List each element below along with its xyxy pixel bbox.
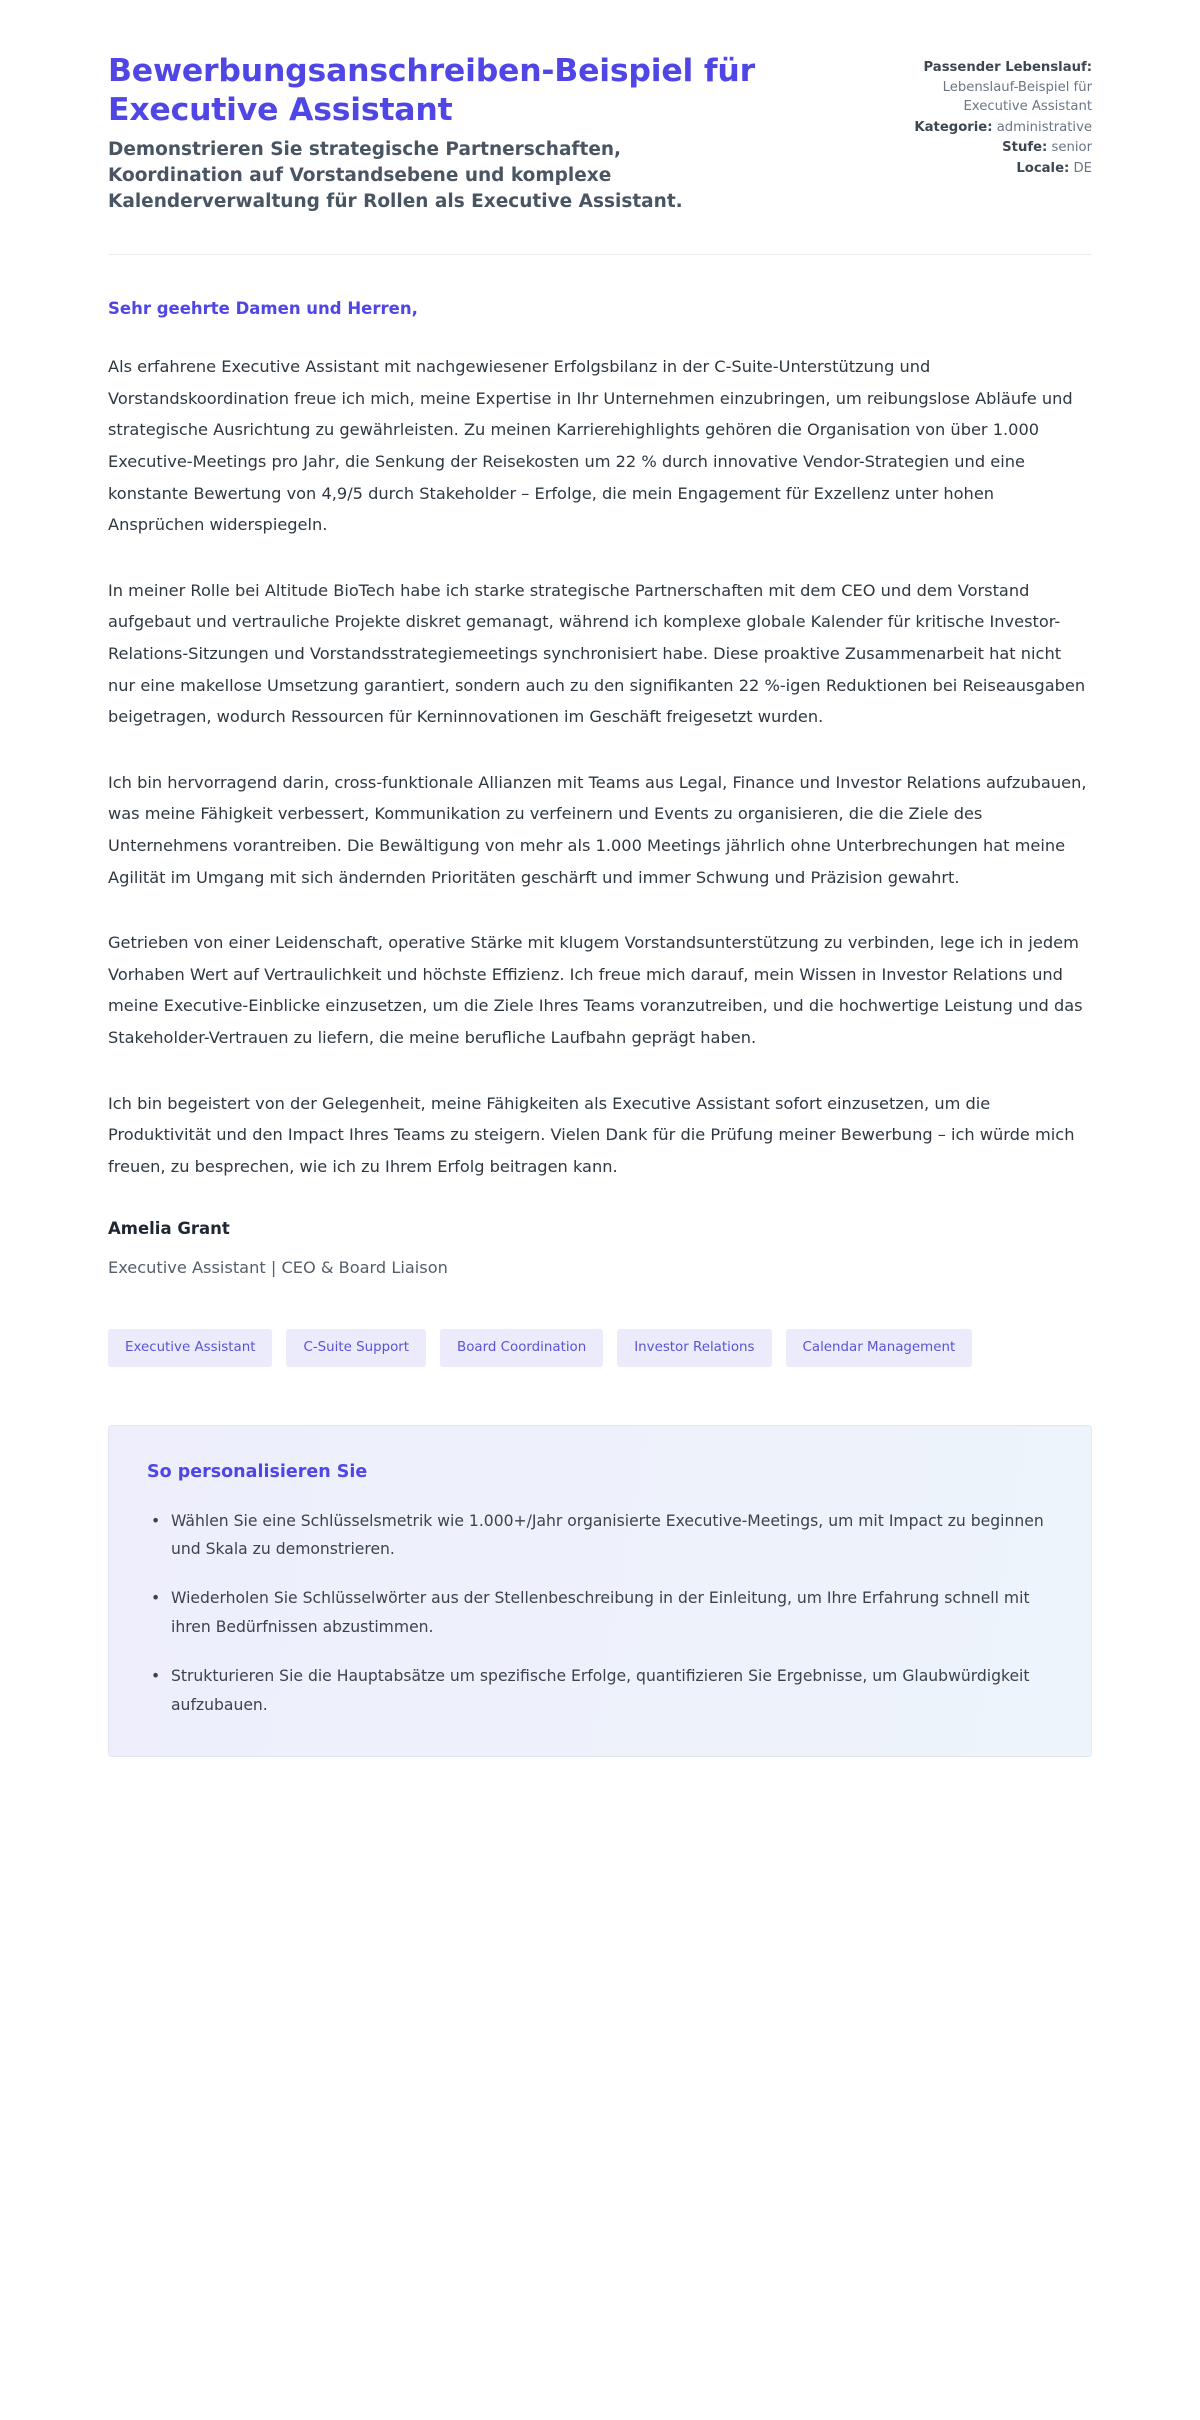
page-bottom-spacer [108, 1757, 1092, 1817]
letter-paragraph: In meiner Rolle bei Altitude BioTech habe ich starke strategische Partnerschaften mit dem CEO und dem Vorstand aufgebaut und vertrauliche Projekte diskret gemanagt, während ich komplexe globale Kalender für kritische Investor-Relations-Sitzungen und Vorstandsstrategiemeetings synchronisiert habe. Diese proaktive Zusammenarbeit hat nicht nur eine makellose Umsetzung garantiert, sondern auch zu den signifikanten 22 %-igen Reduktionen bei Reiseausgaben beigetragen, wodurch Ressourcen für Kerninnovationen im Geschäft freigesetzt wurden. [108, 580, 1086, 727]
meta-level [906, 138, 1092, 158]
tips-list-item: • Wiederholen Sie Schlüsselwörter aus der Stellenbeschreibung in der Einleitung, um Ihre Erfahrung schnell mit ihren Bedürfnissen abzustimmen. [147, 1584, 1053, 1642]
meta-locale-value: DE [1073, 160, 1092, 176]
page-title: Bewerbungsanschreiben-Beispiel für Executive Assistant [108, 53, 755, 129]
document-header [108, 0, 1092, 216]
letter-paragraph: Getrieben von einer Leidenschaft, operative Stärke mit klugem Vorstandsunterstützung zu verbinden, lege ich in jedem Vorhaben Wert auf Vertraulichkeit und höchste Effizienz. Ich freue mich darauf, mein Wissen in Investor Relations und meine Executive-Einblicke einzusetzen, um die Ziele Ihres Teams voranzutreiben, und die hochwertige Leistung und das Stakeholder-Vertrauen zu liefern, die meine berufliche Laufbahn geprägt haben. [108, 933, 1083, 1047]
meta-matching-resume-value: Lebenslauf-Beispiel für Executive Assistant [942, 79, 1092, 115]
meta-matching-resume [906, 58, 1092, 117]
letter-salutation: Sehr geehrte Damen und Herren, [108, 298, 418, 318]
meta-locale-label: Locale: [1016, 160, 1070, 176]
tag-chip[interactable]: C-Suite Support [286, 1329, 426, 1367]
tag-chip[interactable]: Calendar Management [786, 1329, 973, 1367]
personalization-tips-panel [108, 1425, 1092, 1757]
meta-category-label: Kategorie: [914, 119, 993, 135]
cover-letter-body [108, 255, 1092, 1281]
tag-chip[interactable]: Investor Relations [617, 1329, 771, 1367]
meta-level-label: Stufe: [1002, 140, 1048, 156]
page-subtitle: Demonstrieren Sie strategische Partnerschaften, Koordination auf Vorstandsebene und komplexe Kalenderverwaltung für Rollen als Executive Assistant. [108, 138, 683, 213]
meta-category-value: administrative [996, 119, 1092, 135]
document-metadata [906, 52, 1092, 179]
tag-list [108, 1329, 1028, 1367]
meta-locale [906, 159, 1092, 179]
tips-list [147, 1507, 1053, 1720]
letter-paragraph: Als erfahrene Executive Assistant mit nachgewiesener Erfolgsbilanz in der C-Suite-Unterstützung und Vorstandskoordination freue ich mich, meine Expertise in Ihr Unternehmen einzubringen, um reibungslose Abläufe und strategische Ausrichtung zu gewährleisten. Zu meinen Karrierehighlights gehören die Organisation von über 1.000 Executive-Meetings pro Jahr, die Senkung der Reisekosten um 22 % durch innovative Vendor-Strategien und eine konstante Bewertung von 4,9/5 durch Stakeholder – Erfolge, die mein Engagement für Exzellenz unter hohen Ansprüchen widerspiegeln. [108, 357, 1073, 535]
letter-paragraph: Ich bin begeistert von der Gelegenheit, meine Fähigkeiten als Executive Assistant sofort einzusetzen, um die Produktivität und den Impact Ihres Teams zu steigern. Vielen Dank für die Prüfung meiner Bewerbung – ich würde mich freuen, zu besprechen, wie ich zu Ihrem Erfolg beitragen kann. [108, 1093, 1075, 1176]
tips-list-item: • Wählen Sie eine Schlüsselsmetrik wie 1.000+/Jahr organisierte Executive-Meetings, um mit Impact zu beginnen und Skala zu demonstrieren. [147, 1507, 1053, 1565]
meta-category [906, 118, 1092, 138]
header-title-block [108, 52, 868, 216]
tips-panel-title: So personalisieren Sie [147, 1462, 368, 1483]
meta-matching-resume-label: Passender Lebenslauf: [923, 60, 1092, 75]
tag-chip[interactable]: Board Coordination [440, 1329, 603, 1367]
signature-role: Executive Assistant | CEO & Board Liaison [108, 1257, 448, 1277]
meta-level-value: senior [1051, 140, 1092, 156]
tips-list-item: • Strukturieren Sie die Hauptabsätze um spezifische Erfolge, quantifizieren Sie Ergebnisse, um Glaubwürdigkeit aufzubauen. [147, 1662, 1053, 1720]
signature-name: Amelia Grant [108, 1219, 230, 1239]
letter-paragraph: Ich bin hervorragend darin, cross-funktionale Allianzen mit Teams aus Legal, Finance und Investor Relations aufzubauen, was meine Fähigkeit verbessert, Kommunikation zu verfeinern und Events zu organisieren, die die Ziele des Unternehmens vorantreiben. Die Bewältigung von mehr als 1.000 Meetings jährlich ohne Unterbrechungen hat meine Agilität im Umgang mit sich ändernden Prioritäten geschärft und immer Schwung und Präzision gewahrt. [108, 772, 1087, 887]
signature-block [108, 1216, 1092, 1280]
tag-chip[interactable]: Executive Assistant [108, 1329, 272, 1367]
